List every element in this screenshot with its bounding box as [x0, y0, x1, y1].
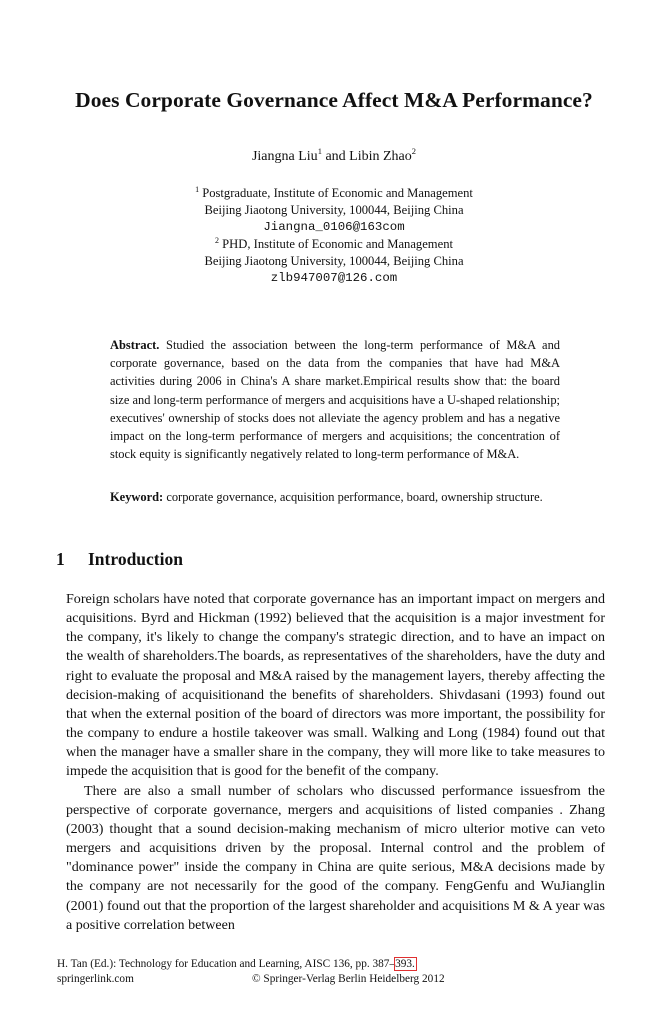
publisher-line	[57, 972, 445, 987]
abstract-text: Studied the association between the long-term performance of M&A and corporate governance, based on the data from the companies that have had M&A activities during 2006 in China's A share market.Empirical results show that: the board size and long-term performance of mergers and acquisitions have a U-shaped relationship; executives' ownership of stocks does not alleviate the agency problem and has a negative impact on the long-term performance of mergers and acquisitions; the concentration of stock equity is significantly negatively related to long-term performance of M&A.	[110, 338, 561, 462]
author-affiliation-marker: 2	[411, 146, 417, 156]
author-email[interactable]: Jiangna_0106@163com	[263, 220, 405, 234]
copyright-notice: © Springer-Verlag Berlin Heidelberg 2012	[252, 973, 445, 985]
affiliation-1	[0, 185, 668, 236]
affiliation-2	[0, 236, 668, 287]
section-heading-introduction	[56, 549, 183, 570]
author-list	[0, 146, 668, 165]
citation-line	[57, 957, 445, 972]
affiliation-marker: 1	[195, 185, 200, 194]
paper-title: Does Corporate Governance Affect M&A Performance?	[75, 88, 593, 112]
affiliation-line: Postgraduate, Institute of Economic and Management	[202, 186, 473, 200]
affiliation-line: Beijing Jiaotong University, 100044, Beijing China	[204, 203, 464, 217]
keywords-label: Keyword:	[110, 490, 164, 504]
page-range-link[interactable]: 393.	[395, 958, 415, 970]
section-title: Introduction	[88, 549, 183, 569]
author-email[interactable]: zlb947007@126.com	[270, 271, 398, 285]
author-name: Libin Zhao	[349, 149, 412, 164]
affiliation-marker: 2	[215, 236, 219, 245]
keywords-text: corporate governance, acquisition performance, board, ownership structure.	[166, 490, 543, 504]
abstract-label: Abstract.	[110, 338, 160, 352]
publisher-site: springerlink.com	[57, 973, 134, 985]
affiliation-line: PHD, Institute of Economic and Management	[222, 237, 453, 251]
section-body	[66, 590, 605, 935]
author-name: Jiangna Liu	[251, 149, 318, 164]
citation-text: H. Tan (Ed.): Technology for Education and Learning, AISC 136, pp. 387–	[57, 958, 396, 970]
author-joiner: and	[321, 149, 350, 164]
body-paragraph: There are also a small number of scholars who discussed performance issuesfrom the perspective of corporate governance, mergers and acquisitions of listed companies . Zhang (2003) thought that a sound decision-making mechanism of micro ulterior motive can veto mergers and acquisitions driven by the proposal. Internal control and the problem of "dominance power" inside the company in China are quite serious, M&A decisions made by the company are not necessarily for the good of the company. FengGenfu and WuJianglin (2001) found out that the proportion of the largest shareholder and acquisitions M & A year was a positive correlation between	[66, 782, 605, 933]
keywords	[110, 488, 560, 506]
author-affiliation-marker: 1	[317, 146, 322, 156]
abstract	[110, 336, 560, 463]
page-footer	[57, 957, 445, 987]
body-paragraph: Foreign scholars have noted that corporate governance has an important impact on mergers and acquisitions. Byrd and Hickman (1992) believed that the acquisition is a major investment for the company, it's likely to change the company's strategic direction, and to have an impact on the wealth of shareholders.The boards, as representatives of the shareholders, have the duty and right to evaluate the proposal and M&A raised by the management layers, thereby affecting the decision-making of acquisitionand the benefits of shareholders. Shivdasani (1993) found out that when the external position of the board of directors was more important, the possibility for the company to endure a hostile takeover was small. Walking and Long (1984) found out that when the manager have a smaller share in the company, they will more like to take measures to impede the acquisition that is good for the benefit of the company.	[66, 591, 605, 780]
section-number: 1	[56, 549, 65, 569]
affiliation-line: Beijing Jiaotong University, 100044, Beijing China	[204, 254, 464, 268]
